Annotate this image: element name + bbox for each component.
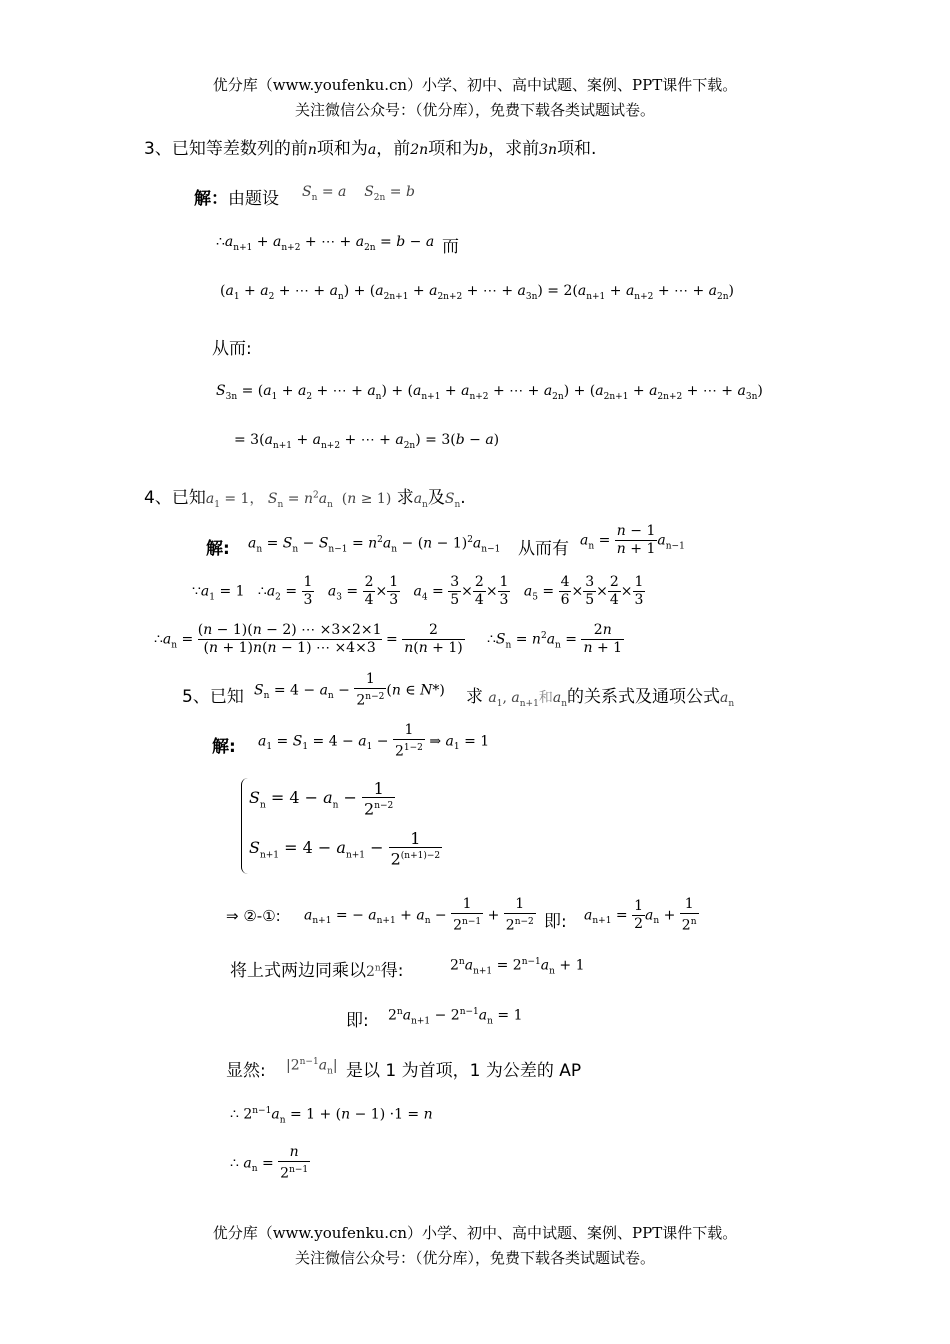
- footer-line-1: 优分库（www.youfenku.cn）小学、初中、高中试题、案例、PPT课件下载。: [212, 1224, 738, 1242]
- problem-5-multiply-eq: $2^na_{n+1} = 2^{n-1}a_n + 1$: [450, 957, 585, 977]
- problem-5-question-eq: $S_n = 4 - a_n$ − $\frac{1}{2^{n-2}}$ (n ∈ N*): [254, 671, 445, 709]
- problem-5-question-prefix: 5、已知: [182, 687, 244, 707]
- problem-5-ji-2: 即:: [346, 1011, 369, 1031]
- problem-3-line-3: ($a_1 + a_2$ + ⋯ + $a_n) + (a_{2n+1} + a_{2n+2}$ + ⋯ + $a_{3n}) = 2(a_{n+1} + a_{n+2}$ + ⋯ + $a_{2n}$): [220, 283, 734, 302]
- problem-5-question-rest: 求 $a_1$, $a_{n+1}$和$a_n$的关系式及通项公式$a_n$: [466, 687, 735, 709]
- problem-5-implies-label: ⇒ ②-①:: [226, 907, 281, 925]
- problem-3-line-4: $S_{3n} = (a_1 + a_2$ + ⋯ + $a_n) + (a_{n+1} + a_{n+2}$ + ⋯ + $a_{2n}) + (a_{2n+1} + a_{2n+2}$ + ⋯ + $a_{3n}$): [216, 383, 763, 402]
- footer-line-2: 关注微信公众号：（优分库），免费下载各类试题试卷。: [294, 1249, 655, 1267]
- problem-3-given: $S_n = a$ $S_{2n} = b$: [302, 184, 415, 203]
- problem-3-solution-intro: 解：由题设: [194, 189, 279, 209]
- problem-5-sequence: $|2^{n-1}a_n|$: [286, 1057, 338, 1077]
- problem-3-question: 3、已知等差数列的前n项和为a，前2n项和为b，求前3n项和.: [144, 139, 597, 159]
- problem-4-sol-label: 解:: [206, 539, 230, 559]
- problem-3-line-5: = $3(a_{n+1} + a_{n+2}$ + ⋯ + $a_{2n}) = 3(b - a)$: [234, 432, 500, 451]
- problem-4-sol-res: $a_n$ = $\frac{n - 1}{n + 1}$ $a_{n-1}$: [580, 523, 685, 557]
- problem-5-sequence-text: 是以 1 为首项，1 为公差的 AP: [346, 1061, 582, 1081]
- system-brace: [241, 778, 248, 874]
- header-line-1: 优分库（www.youfenku.cn）小学、初中、高中试题、案例、PPT课件下载。: [212, 76, 738, 94]
- problem-4-list: $\because a_1 = 1$ $\therefore a_2$ = $\frac{1}{3}$ $a_3$ = $\frac{2}{4}$ × $\frac{1}{3}$ $a_4$ = $\frac{3}{5}$ × $\frac{2}{4}$ × $\frac{1}{3}$ $a_5$ = $\frac{4}{6}$ × $\frac{3}{5}$ × $\frac{2}{4}$ × $\frac{1}{3}$: [192, 574, 644, 608]
- problem-5-ji: 即:: [544, 912, 567, 932]
- problem-4-congru: 从而有: [518, 539, 569, 559]
- header-line-2: 关注微信公众号：（优分库），免费下载各类试题试卷。: [294, 101, 655, 119]
- problem-5-system-2: $S_{n+1} = 4 - a_{n+1}$ − $\frac{1}{2^{(n+1)-2}}$: [249, 829, 441, 869]
- problem-5-multiply-text: 将上式两边同乘以2$^n$得:: [230, 961, 404, 981]
- problem-3-line-2: $\therefore a_{n+1} + a_{n+2}$ + ⋯ + $a_{2n} = b - a$: [216, 234, 435, 253]
- problem-4-result: $\therefore a_n$ = $\frac{(n - 1)(n - 2) \cdots \times 3\times 2\times 1}{(n + 1)n(n - 1) \cdots \times 4\times 3}$ = $\frac{2}{n(n + 1)}$ $\therefore S_n = n^2a_n$ = $\frac{2n}{n + 1}$: [154, 622, 623, 656]
- problem-4-question: 4、已知$a_1 = 1$， $S_n = n^2a_n$ (n ≥ 1) 求$a_n$及$S_n$.: [144, 488, 466, 510]
- problem-5-sol-label: 解:: [212, 737, 236, 757]
- problem-5-xianran: 显然:: [226, 1061, 266, 1081]
- problem-5-implies-eq: $a_{n+1}$ = − $a_{n+1} + a_n$ − $\frac{1}{2^{n-1}}$ + $\frac{1}{2^{n-2}}$: [304, 896, 534, 934]
- problem-3-er: 而: [442, 237, 459, 257]
- problem-4-sol-eq: $a_n = S_n - S_{n-1} = n^2a_n - (n - 1)^2a_{n-1}$: [248, 535, 501, 555]
- problem-5-ji-2-eq: $2^na_{n+1} - 2^{n-1}a_n = 1$: [388, 1007, 523, 1027]
- problem-5-implies-result: $a_{n+1}$ = $\frac{1}{2}$ $a_n$ + $\frac{1}{2^n}$: [584, 896, 697, 934]
- problem-5-result-2: ∴ $a_n$ = $\frac{n}{2^{n-1}}$: [230, 1144, 309, 1182]
- problem-5-system-1: $S_n = 4 - a_n$ − $\frac{1}{2^{n-2}}$: [249, 779, 394, 819]
- problem-5-result-1: ∴ $2^{n-1}a_n = 1 + (n - 1) \cdot 1 = n$: [230, 1106, 433, 1126]
- problem-3-congru: 从而:: [212, 339, 252, 359]
- problem-5-sol-eq: $a_1 = S_1 = 4 - a_1$ − $\frac{1}{2^{1-2}}$ ⇒ $a_1 = 1$: [258, 722, 490, 760]
